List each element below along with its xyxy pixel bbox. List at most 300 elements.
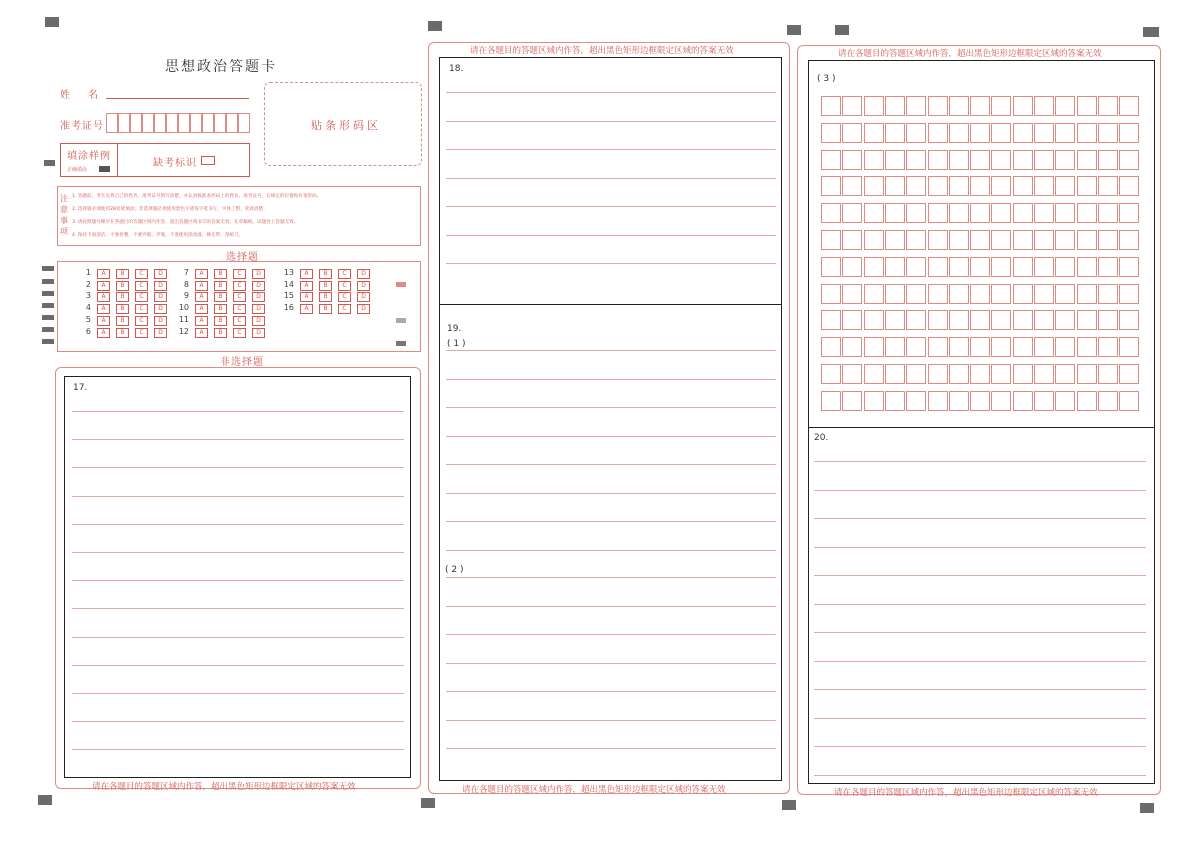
grid-cell[interactable] bbox=[821, 391, 841, 411]
grid-cell[interactable] bbox=[1077, 337, 1097, 357]
question-number: 15 bbox=[283, 291, 294, 301]
grid-cell[interactable] bbox=[885, 257, 905, 277]
option-bubble[interactable]: A bbox=[195, 292, 208, 302]
option-bubble[interactable]: D bbox=[252, 292, 265, 302]
grid-cell[interactable] bbox=[864, 257, 884, 277]
option-bubble[interactable]: B bbox=[116, 292, 129, 302]
q17-frame[interactable] bbox=[64, 376, 411, 778]
grid-cell[interactable] bbox=[949, 150, 969, 170]
grid-cell[interactable] bbox=[842, 284, 862, 304]
grid-cell[interactable] bbox=[928, 310, 948, 330]
grid-cell[interactable] bbox=[821, 310, 841, 330]
choice-question-row bbox=[175, 280, 271, 291]
timing-mark bbox=[44, 160, 55, 166]
grid-cell[interactable] bbox=[1055, 310, 1075, 330]
answer-line bbox=[72, 693, 404, 694]
warning-footer: 请在各题目的答题区域内作答，超出黑色矩形边框限定区域的答案无效 bbox=[92, 782, 356, 792]
grid-cell[interactable] bbox=[1055, 203, 1075, 223]
grid-cell[interactable] bbox=[885, 203, 905, 223]
question-number: 3 bbox=[85, 291, 91, 301]
grid-cell[interactable] bbox=[928, 203, 948, 223]
grid-cell[interactable] bbox=[1034, 310, 1054, 330]
grid-cell[interactable] bbox=[864, 176, 884, 196]
grid-cell[interactable] bbox=[1119, 364, 1139, 384]
grid-cell[interactable] bbox=[1013, 284, 1033, 304]
option-bubble[interactable]: C bbox=[233, 292, 246, 302]
grid-cell[interactable] bbox=[949, 176, 969, 196]
grid-cell[interactable] bbox=[928, 123, 948, 143]
grid-cell[interactable] bbox=[1098, 257, 1118, 277]
grid-cell[interactable] bbox=[1119, 176, 1139, 196]
grid-cell[interactable] bbox=[1055, 230, 1075, 250]
grid-cell[interactable] bbox=[928, 230, 948, 250]
grid-cell[interactable] bbox=[885, 310, 905, 330]
option-bubble[interactable]: D bbox=[154, 281, 167, 291]
grid-cell[interactable] bbox=[1077, 391, 1097, 411]
grid-cell[interactable] bbox=[864, 150, 884, 170]
grid-cell[interactable] bbox=[885, 230, 905, 250]
grid-cell[interactable] bbox=[949, 230, 969, 250]
grid-cell[interactable] bbox=[906, 203, 926, 223]
grid-cell[interactable] bbox=[821, 150, 841, 170]
grid-cell[interactable] bbox=[842, 96, 862, 116]
grid-cell[interactable] bbox=[864, 230, 884, 250]
option-bubble[interactable]: D bbox=[357, 281, 370, 291]
option-bubble[interactable]: A bbox=[195, 281, 208, 291]
option-bubble[interactable]: C bbox=[233, 328, 246, 338]
option-bubble[interactable]: A bbox=[195, 316, 208, 326]
grid-cell[interactable] bbox=[1013, 257, 1033, 277]
grid-cell[interactable] bbox=[949, 284, 969, 304]
option-bubble[interactable]: C bbox=[233, 281, 246, 291]
option-bubble[interactable]: D bbox=[357, 269, 370, 279]
grid-cell[interactable] bbox=[1077, 230, 1097, 250]
option-bubble[interactable]: C bbox=[338, 292, 351, 302]
grid-cell[interactable] bbox=[928, 176, 948, 196]
option-bubble[interactable]: A bbox=[300, 292, 313, 302]
answer-line bbox=[446, 720, 776, 721]
absent-checkbox[interactable] bbox=[201, 156, 215, 165]
grid-cell[interactable] bbox=[970, 391, 990, 411]
grid-cell[interactable] bbox=[821, 364, 841, 384]
grid-cell[interactable] bbox=[991, 310, 1011, 330]
grid-cell[interactable] bbox=[1098, 284, 1118, 304]
grid-cell[interactable] bbox=[1098, 337, 1118, 357]
option-bubble[interactable]: D bbox=[154, 328, 167, 338]
grid-cell[interactable] bbox=[821, 284, 841, 304]
exam-number-cell[interactable] bbox=[214, 113, 226, 133]
name-label: 姓 名 bbox=[60, 90, 102, 101]
notice-label: 注意事项 bbox=[60, 194, 68, 236]
grid-cell[interactable] bbox=[906, 176, 926, 196]
grid-cell[interactable] bbox=[970, 96, 990, 116]
exam-number-cell[interactable] bbox=[142, 113, 154, 133]
grid-cell[interactable] bbox=[949, 96, 969, 116]
option-bubble[interactable]: D bbox=[154, 269, 167, 279]
grid-cell[interactable] bbox=[1013, 96, 1033, 116]
option-bubble[interactable]: C bbox=[135, 281, 148, 291]
grid-cell[interactable] bbox=[1055, 337, 1075, 357]
timing-mark bbox=[421, 798, 435, 808]
grid-cell[interactable] bbox=[1034, 96, 1054, 116]
grid-cell[interactable] bbox=[906, 364, 926, 384]
grid-cell[interactable] bbox=[1013, 364, 1033, 384]
option-bubble[interactable]: B bbox=[116, 316, 129, 326]
q19-part3-label: ( 3 ) bbox=[817, 74, 836, 84]
grid-cell[interactable] bbox=[821, 257, 841, 277]
grid-cell[interactable] bbox=[1077, 364, 1097, 384]
option-bubble[interactable]: C bbox=[338, 269, 351, 279]
option-bubble[interactable]: A bbox=[195, 304, 208, 314]
name-field[interactable] bbox=[106, 98, 249, 99]
grid-cell[interactable] bbox=[1013, 310, 1033, 330]
grid-cell[interactable] bbox=[1077, 96, 1097, 116]
grid-cell[interactable] bbox=[1013, 391, 1033, 411]
grid-cell[interactable] bbox=[1013, 123, 1033, 143]
grid-cell[interactable] bbox=[1098, 150, 1118, 170]
option-bubble[interactable]: A bbox=[97, 316, 110, 326]
grid-cell[interactable] bbox=[970, 364, 990, 384]
option-bubble[interactable]: D bbox=[252, 316, 265, 326]
warning-header: 请在各题目的答题区域内作答，超出黑色矩形边框限定区域的答案无效 bbox=[470, 46, 734, 56]
exam-number-cell[interactable] bbox=[118, 113, 130, 133]
option-bubble[interactable]: C bbox=[135, 304, 148, 314]
option-bubble[interactable]: B bbox=[116, 281, 129, 291]
grid-cell[interactable] bbox=[970, 257, 990, 277]
grid-cell[interactable] bbox=[1119, 150, 1139, 170]
grid-cell[interactable] bbox=[906, 284, 926, 304]
option-bubble[interactable]: B bbox=[116, 328, 129, 338]
option-bubble[interactable]: D bbox=[252, 328, 265, 338]
grid-cell[interactable] bbox=[864, 364, 884, 384]
option-bubble[interactable]: B bbox=[214, 328, 227, 338]
grid-cell[interactable] bbox=[1098, 364, 1118, 384]
option-bubble[interactable]: A bbox=[300, 269, 313, 279]
q19-part2-label: ( 2 ) bbox=[445, 565, 464, 575]
grid-cell[interactable] bbox=[949, 203, 969, 223]
option-bubble[interactable]: A bbox=[300, 281, 313, 291]
grid-cell[interactable] bbox=[842, 176, 862, 196]
grid-cell[interactable] bbox=[1119, 230, 1139, 250]
grid-cell[interactable] bbox=[1013, 203, 1033, 223]
grid-cell[interactable] bbox=[949, 123, 969, 143]
timing-mark bbox=[42, 339, 54, 344]
question-number: 14 bbox=[283, 279, 294, 289]
grid-cell[interactable] bbox=[1077, 257, 1097, 277]
option-bubble[interactable]: A bbox=[97, 328, 110, 338]
grid-cell[interactable] bbox=[928, 150, 948, 170]
exam-number-cell[interactable] bbox=[166, 113, 178, 133]
grid-cell[interactable] bbox=[821, 96, 841, 116]
grid-cell[interactable] bbox=[842, 257, 862, 277]
grid-cell[interactable] bbox=[1034, 176, 1054, 196]
question-number: 13 bbox=[283, 268, 294, 277]
grid-cell[interactable] bbox=[928, 96, 948, 116]
grid-cell[interactable] bbox=[949, 310, 969, 330]
option-bubble[interactable]: C bbox=[135, 316, 148, 326]
exam-number-cell[interactable] bbox=[106, 113, 118, 133]
grid-cell[interactable] bbox=[906, 391, 926, 411]
grid-cell[interactable] bbox=[1055, 284, 1075, 304]
option-bubble[interactable]: D bbox=[357, 292, 370, 302]
choice-question-row bbox=[175, 303, 271, 314]
grid-cell[interactable] bbox=[1034, 123, 1054, 143]
grid-cell[interactable] bbox=[970, 284, 990, 304]
exam-number-cell[interactable] bbox=[238, 113, 250, 133]
option-bubble[interactable]: B bbox=[319, 292, 332, 302]
warning-footer: 请在各题目的答题区域内作答，超出黑色矩形边框限定区域的答案无效 bbox=[834, 788, 1098, 798]
option-bubble[interactable]: D bbox=[154, 316, 167, 326]
grid-cell[interactable] bbox=[842, 203, 862, 223]
notice-2: 2. 选择题必须使用2B铅笔填涂；非选择题必须使用黑色字迹签字笔书写，字体工整、笔迹清楚。 bbox=[72, 207, 268, 212]
answer-line bbox=[72, 552, 404, 553]
grid-cell[interactable] bbox=[1119, 310, 1139, 330]
exam-number-cell[interactable] bbox=[190, 113, 202, 133]
grid-cell[interactable] bbox=[821, 337, 841, 357]
option-bubble[interactable]: C bbox=[233, 316, 246, 326]
grid-cell[interactable] bbox=[991, 230, 1011, 250]
grid-cell[interactable] bbox=[1098, 310, 1118, 330]
grid-cell[interactable] bbox=[991, 123, 1011, 143]
option-bubble[interactable]: B bbox=[319, 269, 332, 279]
grid-cell[interactable] bbox=[1034, 391, 1054, 411]
option-bubble[interactable]: B bbox=[319, 281, 332, 291]
grid-cell[interactable] bbox=[1098, 391, 1118, 411]
grid-cell[interactable] bbox=[906, 337, 926, 357]
option-bubble[interactable]: B bbox=[214, 269, 227, 279]
grid-cell[interactable] bbox=[885, 391, 905, 411]
option-bubble[interactable]: D bbox=[154, 304, 167, 314]
grid-cell[interactable] bbox=[885, 176, 905, 196]
answer-line bbox=[446, 407, 776, 408]
grid-cell[interactable] bbox=[949, 337, 969, 357]
grid-cell[interactable] bbox=[1119, 337, 1139, 357]
grid-cell[interactable] bbox=[885, 337, 905, 357]
grid-cell[interactable] bbox=[906, 230, 926, 250]
grid-cell[interactable] bbox=[1034, 230, 1054, 250]
grid-cell[interactable] bbox=[1077, 123, 1097, 143]
option-bubble[interactable]: A bbox=[97, 281, 110, 291]
option-bubble[interactable]: B bbox=[214, 304, 227, 314]
grid-cell[interactable] bbox=[991, 203, 1011, 223]
option-bubble[interactable]: A bbox=[97, 304, 110, 314]
grid-cell[interactable] bbox=[842, 391, 862, 411]
option-bubble[interactable]: B bbox=[116, 269, 129, 279]
grid-cell[interactable] bbox=[864, 284, 884, 304]
grid-cell[interactable] bbox=[1077, 310, 1097, 330]
grid-cell[interactable] bbox=[821, 230, 841, 250]
grid-cell[interactable] bbox=[970, 203, 990, 223]
grid-cell[interactable] bbox=[1077, 284, 1097, 304]
grid-cell[interactable] bbox=[970, 337, 990, 357]
grid-cell[interactable] bbox=[864, 310, 884, 330]
grid-cell[interactable] bbox=[1098, 230, 1118, 250]
option-bubble[interactable]: C bbox=[338, 281, 351, 291]
grid-cell[interactable] bbox=[1013, 230, 1033, 250]
answer-line bbox=[446, 235, 776, 236]
grid-cell[interactable] bbox=[842, 364, 862, 384]
grid-cell[interactable] bbox=[1034, 150, 1054, 170]
grid-cell[interactable] bbox=[991, 96, 1011, 116]
nonchoice-section-label: 非选择题 bbox=[220, 357, 264, 368]
grid-cell[interactable] bbox=[906, 96, 926, 116]
option-bubble[interactable]: B bbox=[214, 281, 227, 291]
grid-cell[interactable] bbox=[928, 257, 948, 277]
grid-cell[interactable] bbox=[1055, 257, 1075, 277]
grid-cell[interactable] bbox=[1055, 96, 1075, 116]
option-bubble[interactable]: B bbox=[214, 292, 227, 302]
choice-question-row bbox=[280, 268, 376, 279]
grid-cell[interactable] bbox=[991, 284, 1011, 304]
grid-cell[interactable] bbox=[842, 337, 862, 357]
grid-cell[interactable] bbox=[928, 364, 948, 384]
grid-cell[interactable] bbox=[885, 96, 905, 116]
grid-cell[interactable] bbox=[928, 284, 948, 304]
grid-cell[interactable] bbox=[864, 96, 884, 116]
grid-cell[interactable] bbox=[970, 176, 990, 196]
answer-line bbox=[446, 550, 776, 551]
option-bubble[interactable]: A bbox=[300, 304, 313, 314]
grid-cell[interactable] bbox=[970, 150, 990, 170]
grid-cell[interactable] bbox=[906, 150, 926, 170]
option-bubble[interactable]: B bbox=[319, 304, 332, 314]
grid-cell[interactable] bbox=[928, 391, 948, 411]
grid-cell[interactable] bbox=[1034, 337, 1054, 357]
answer-line bbox=[446, 464, 776, 465]
option-bubble[interactable]: D bbox=[154, 292, 167, 302]
answer-line bbox=[446, 577, 776, 578]
exam-number-cell[interactable] bbox=[178, 113, 190, 133]
grid-cell[interactable] bbox=[1077, 150, 1097, 170]
notice-3: 3. 请按照题号顺序在各题目的答题区域内作答，超出答题区域书写的答案无效；在草稿纸、试题卷上答题无效。 bbox=[72, 220, 299, 225]
grid-cell[interactable] bbox=[1077, 203, 1097, 223]
grid-cell[interactable] bbox=[949, 391, 969, 411]
grid-cell[interactable] bbox=[1034, 364, 1054, 384]
question-number: 5 bbox=[85, 314, 91, 324]
grid-cell[interactable] bbox=[949, 257, 969, 277]
choice-question-row bbox=[77, 291, 173, 302]
grid-cell[interactable] bbox=[864, 337, 884, 357]
option-bubble[interactable]: D bbox=[252, 269, 265, 279]
grid-cell[interactable] bbox=[864, 203, 884, 223]
grid-cell[interactable] bbox=[991, 337, 1011, 357]
grid-cell[interactable] bbox=[1119, 284, 1139, 304]
grid-cell[interactable] bbox=[906, 123, 926, 143]
grid-cell[interactable] bbox=[991, 150, 1011, 170]
answer-line bbox=[446, 379, 776, 380]
option-bubble[interactable]: B bbox=[214, 316, 227, 326]
grid-cell[interactable] bbox=[885, 364, 905, 384]
grid-cell[interactable] bbox=[885, 284, 905, 304]
grid-cell[interactable] bbox=[842, 230, 862, 250]
grid-cell[interactable] bbox=[1119, 257, 1139, 277]
grid-cell[interactable] bbox=[1119, 96, 1139, 116]
option-bubble[interactable]: A bbox=[97, 269, 110, 279]
grid-cell[interactable] bbox=[1119, 203, 1139, 223]
answer-line bbox=[814, 490, 1146, 491]
grid-cell[interactable] bbox=[991, 364, 1011, 384]
grid-cell[interactable] bbox=[1119, 391, 1139, 411]
grid-cell[interactable] bbox=[928, 337, 948, 357]
option-bubble[interactable]: C bbox=[338, 304, 351, 314]
grid-cell[interactable] bbox=[1055, 123, 1075, 143]
grid-cell[interactable] bbox=[1098, 203, 1118, 223]
option-bubble[interactable]: D bbox=[357, 304, 370, 314]
grid-cell[interactable] bbox=[1055, 150, 1075, 170]
grid-cell[interactable] bbox=[906, 257, 926, 277]
option-bubble[interactable]: C bbox=[135, 328, 148, 338]
option-bubble[interactable]: A bbox=[195, 328, 208, 338]
grid-cell[interactable] bbox=[991, 257, 1011, 277]
option-bubble[interactable]: C bbox=[135, 292, 148, 302]
grid-cell[interactable] bbox=[864, 123, 884, 143]
grid-cell[interactable] bbox=[842, 310, 862, 330]
grid-cell[interactable] bbox=[821, 176, 841, 196]
grid-cell[interactable] bbox=[1098, 96, 1118, 116]
exam-number-cell[interactable] bbox=[202, 113, 214, 133]
timing-mark bbox=[42, 279, 54, 284]
grid-cell[interactable] bbox=[1013, 337, 1033, 357]
grid-cell[interactable] bbox=[821, 203, 841, 223]
grid-cell[interactable] bbox=[906, 310, 926, 330]
option-bubble[interactable]: A bbox=[195, 269, 208, 279]
answer-line bbox=[814, 461, 1146, 462]
grid-cell[interactable] bbox=[1055, 364, 1075, 384]
grid-cell[interactable] bbox=[1098, 123, 1118, 143]
choice-question-row bbox=[280, 280, 376, 291]
grid-cell[interactable] bbox=[1119, 123, 1139, 143]
exam-number-cell[interactable] bbox=[130, 113, 142, 133]
grid-cell[interactable] bbox=[1013, 176, 1033, 196]
grid-cell[interactable] bbox=[1034, 203, 1054, 223]
grid-cell[interactable] bbox=[1034, 257, 1054, 277]
option-bubble[interactable]: D bbox=[252, 281, 265, 291]
grid-cell[interactable] bbox=[991, 176, 1011, 196]
exam-number-cell[interactable] bbox=[154, 113, 166, 133]
grid-cell[interactable] bbox=[864, 391, 884, 411]
choice-question-row bbox=[77, 268, 173, 279]
option-bubble[interactable]: D bbox=[252, 304, 265, 314]
grid-cell[interactable] bbox=[885, 123, 905, 143]
grid-cell[interactable] bbox=[1077, 176, 1097, 196]
grid-cell[interactable] bbox=[885, 150, 905, 170]
option-bubble[interactable]: C bbox=[135, 269, 148, 279]
grid-cell[interactable] bbox=[1055, 176, 1075, 196]
grid-cell[interactable] bbox=[1034, 284, 1054, 304]
grid-cell[interactable] bbox=[970, 123, 990, 143]
grid-cell[interactable] bbox=[970, 310, 990, 330]
grid-cell[interactable] bbox=[991, 391, 1011, 411]
grid-cell[interactable] bbox=[1098, 176, 1118, 196]
grid-cell[interactable] bbox=[842, 150, 862, 170]
grid-cell[interactable] bbox=[821, 123, 841, 143]
grid-cell[interactable] bbox=[1055, 391, 1075, 411]
grid-cell[interactable] bbox=[1013, 150, 1033, 170]
answer-line bbox=[446, 149, 776, 150]
option-bubble[interactable]: C bbox=[233, 269, 246, 279]
grid-cell[interactable] bbox=[842, 123, 862, 143]
option-bubble[interactable]: C bbox=[233, 304, 246, 314]
choice-mark bbox=[396, 282, 406, 287]
answer-line bbox=[814, 775, 1146, 776]
exam-number-cell[interactable] bbox=[226, 113, 238, 133]
q18-19-frame[interactable] bbox=[439, 57, 782, 781]
barcode-area bbox=[264, 82, 422, 166]
grid-cell[interactable] bbox=[970, 230, 990, 250]
grid-cell[interactable] bbox=[949, 364, 969, 384]
option-bubble[interactable]: B bbox=[116, 304, 129, 314]
option-bubble[interactable]: A bbox=[97, 292, 110, 302]
